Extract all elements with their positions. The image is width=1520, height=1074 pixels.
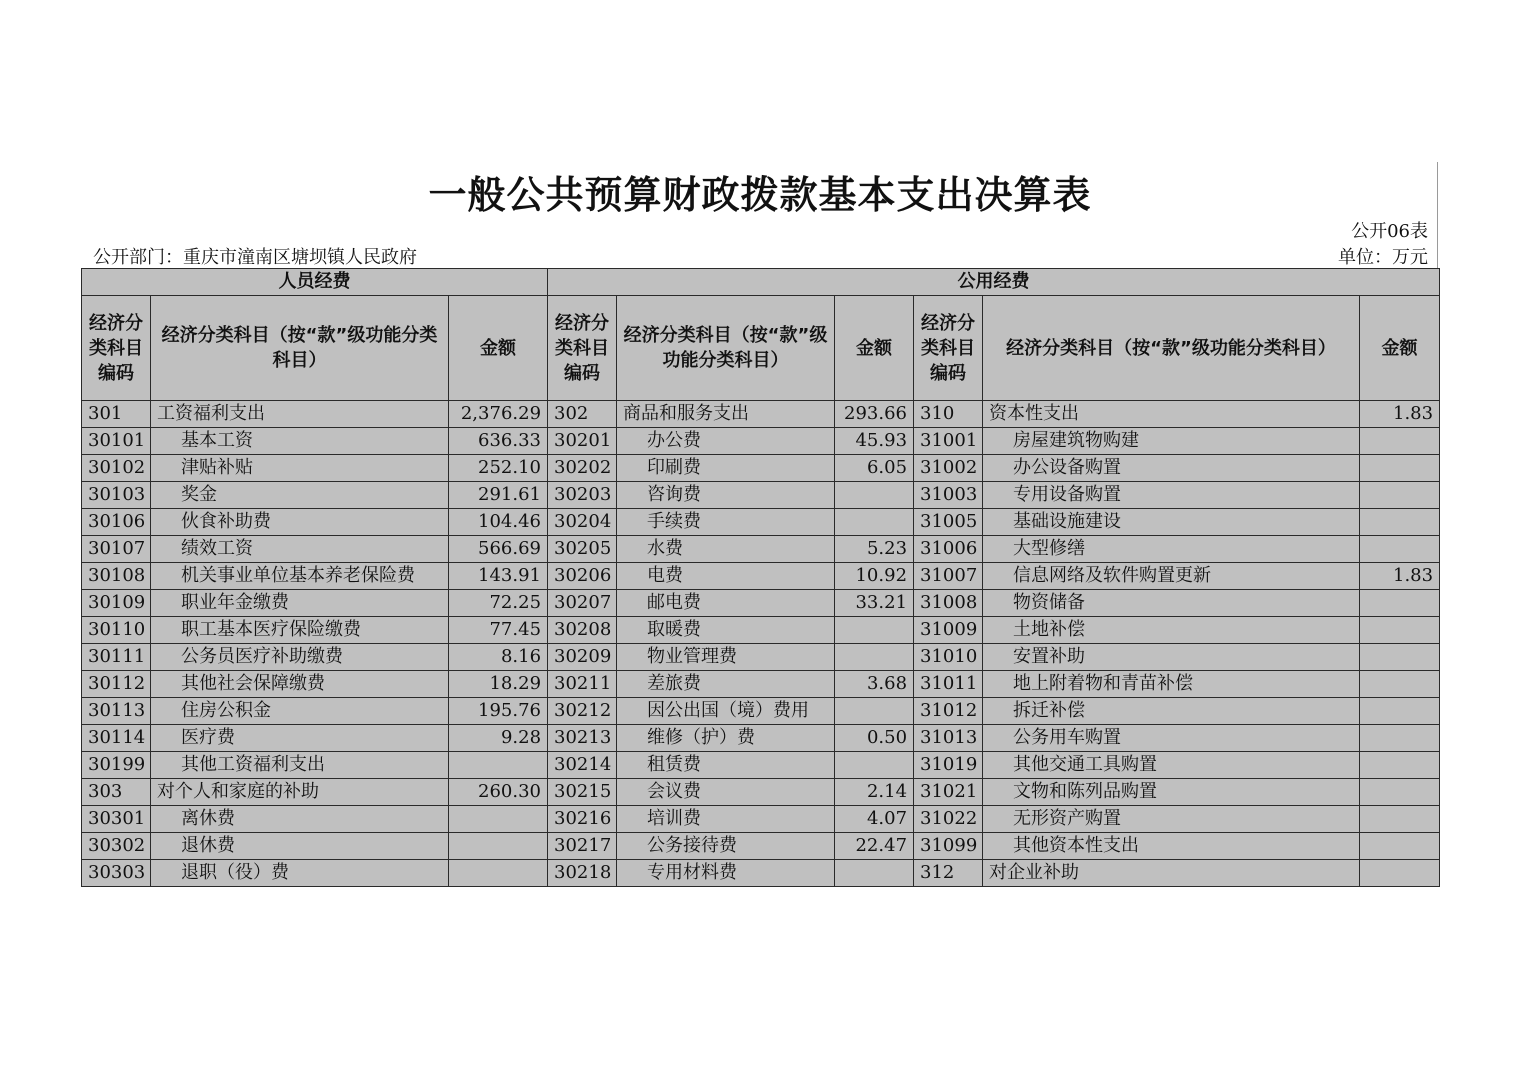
amount-value	[1360, 671, 1440, 698]
header-code: 经济分类科目编码	[548, 296, 617, 401]
table-row	[82, 401, 1440, 428]
account-code: 31012	[914, 698, 983, 725]
amount-value	[449, 806, 548, 833]
account-name: 无形资产购置	[983, 806, 1360, 833]
account-name: 离休费	[151, 806, 449, 833]
table-row	[82, 617, 1440, 644]
account-code: 31019	[914, 752, 983, 779]
account-name: 职工基本医疗保险缴费	[151, 617, 449, 644]
amount-value	[1360, 482, 1440, 509]
header-name: 经济分类科目（按“款”级功能分类科目）	[983, 296, 1360, 401]
amount-value: 4.07	[835, 806, 914, 833]
account-code: 31006	[914, 536, 983, 563]
amount-value: 636.33	[449, 428, 548, 455]
account-code: 301	[82, 401, 151, 428]
account-code: 31007	[914, 563, 983, 590]
header-amount: 金额	[1360, 296, 1440, 401]
table-row	[82, 671, 1440, 698]
amount-value	[1360, 833, 1440, 860]
table-row	[82, 455, 1440, 482]
account-name: 房屋建筑物购建	[983, 428, 1360, 455]
amount-value: 1.83	[1360, 401, 1440, 428]
header-name: 经济分类科目（按“款”级功能分类科目）	[617, 296, 835, 401]
account-code: 31002	[914, 455, 983, 482]
account-name: 其他工资福利支出	[151, 752, 449, 779]
account-name: 基础设施建设	[983, 509, 1360, 536]
amount-value	[835, 644, 914, 671]
account-code: 31011	[914, 671, 983, 698]
account-name: 大型修缮	[983, 536, 1360, 563]
account-name: 物资储备	[983, 590, 1360, 617]
account-name: 退职（役）费	[151, 860, 449, 887]
amount-value: 252.10	[449, 455, 548, 482]
account-code: 31009	[914, 617, 983, 644]
amount-value: 291.61	[449, 482, 548, 509]
account-name: 其他资本性支出	[983, 833, 1360, 860]
account-name: 办公费	[617, 428, 835, 455]
amount-value	[1360, 455, 1440, 482]
account-name: 电费	[617, 563, 835, 590]
account-name: 印刷费	[617, 455, 835, 482]
account-name: 公务用车购置	[983, 725, 1360, 752]
account-code: 30114	[82, 725, 151, 752]
header-code: 经济分类科目编码	[82, 296, 151, 401]
table-row	[82, 725, 1440, 752]
account-name: 手续费	[617, 509, 835, 536]
account-code: 30111	[82, 644, 151, 671]
account-code: 30303	[82, 860, 151, 887]
table-row	[82, 752, 1440, 779]
amount-value: 566.69	[449, 536, 548, 563]
account-code: 30204	[548, 509, 617, 536]
amount-value: 3.68	[835, 671, 914, 698]
account-name: 公务员医疗补助缴费	[151, 644, 449, 671]
group-personnel: 人员经费	[82, 269, 548, 296]
account-code: 31010	[914, 644, 983, 671]
account-name: 伙食补助费	[151, 509, 449, 536]
account-code: 30211	[548, 671, 617, 698]
table-row	[82, 833, 1440, 860]
account-name: 机关事业单位基本养老保险费	[151, 563, 449, 590]
account-name: 差旅费	[617, 671, 835, 698]
header-code: 经济分类科目编码	[914, 296, 983, 401]
account-code: 30213	[548, 725, 617, 752]
amount-value	[1360, 590, 1440, 617]
account-code: 30103	[82, 482, 151, 509]
amount-value	[835, 860, 914, 887]
account-name: 基本工资	[151, 428, 449, 455]
amount-value: 0.50	[835, 725, 914, 752]
amount-value: 77.45	[449, 617, 548, 644]
amount-value: 18.29	[449, 671, 548, 698]
account-name: 公务接待费	[617, 833, 835, 860]
amount-value	[835, 698, 914, 725]
amount-value: 195.76	[449, 698, 548, 725]
account-name: 津贴补贴	[151, 455, 449, 482]
account-code: 30205	[548, 536, 617, 563]
account-code: 30206	[548, 563, 617, 590]
amount-value: 6.05	[835, 455, 914, 482]
table-row	[82, 482, 1440, 509]
amount-value: 33.21	[835, 590, 914, 617]
account-code: 30302	[82, 833, 151, 860]
table-row	[82, 698, 1440, 725]
account-name: 专用材料费	[617, 860, 835, 887]
table-row	[82, 779, 1440, 806]
account-code: 30214	[548, 752, 617, 779]
account-name: 医疗费	[151, 725, 449, 752]
table-row	[82, 428, 1440, 455]
table-row	[82, 509, 1440, 536]
header-name: 经济分类科目（按“款”级功能分类科目）	[151, 296, 449, 401]
form-number: 公开06表	[1351, 221, 1428, 242]
amount-value: 2,376.29	[449, 401, 548, 428]
account-code: 30108	[82, 563, 151, 590]
account-name: 邮电费	[617, 590, 835, 617]
account-name: 办公设备购置	[983, 455, 1360, 482]
amount-value	[1360, 536, 1440, 563]
account-code: 30208	[548, 617, 617, 644]
account-code: 30201	[548, 428, 617, 455]
account-code: 30209	[548, 644, 617, 671]
account-code: 30199	[82, 752, 151, 779]
amount-value: 104.46	[449, 509, 548, 536]
expenditure-table	[81, 268, 1440, 887]
account-name: 咨询费	[617, 482, 835, 509]
account-code: 30203	[548, 482, 617, 509]
account-name: 水费	[617, 536, 835, 563]
account-name: 对企业补助	[983, 860, 1360, 887]
account-name: 培训费	[617, 806, 835, 833]
account-code: 30107	[82, 536, 151, 563]
account-code: 30113	[82, 698, 151, 725]
account-code: 312	[914, 860, 983, 887]
account-code: 30106	[82, 509, 151, 536]
account-name: 土地补偿	[983, 617, 1360, 644]
amount-value: 45.93	[835, 428, 914, 455]
account-code: 31005	[914, 509, 983, 536]
amount-value	[1360, 644, 1440, 671]
table-row	[82, 860, 1440, 887]
amount-value	[1360, 752, 1440, 779]
header-amount: 金额	[449, 296, 548, 401]
account-code: 30212	[548, 698, 617, 725]
table-row	[82, 536, 1440, 563]
account-code: 31021	[914, 779, 983, 806]
amount-value	[1360, 860, 1440, 887]
account-name: 工资福利支出	[151, 401, 449, 428]
amount-value	[1360, 428, 1440, 455]
account-name: 退休费	[151, 833, 449, 860]
account-name: 信息网络及软件购置更新	[983, 563, 1360, 590]
account-name: 住房公积金	[151, 698, 449, 725]
account-name: 因公出国（境）费用	[617, 698, 835, 725]
amount-value: 8.16	[449, 644, 548, 671]
account-name: 拆迁补偿	[983, 698, 1360, 725]
amount-value	[449, 860, 548, 887]
account-name: 其他社会保障缴费	[151, 671, 449, 698]
amount-value	[1360, 617, 1440, 644]
account-name: 会议费	[617, 779, 835, 806]
account-code: 31008	[914, 590, 983, 617]
account-code: 31022	[914, 806, 983, 833]
table-row	[82, 644, 1440, 671]
amount-value	[835, 752, 914, 779]
account-name: 其他交通工具购置	[983, 752, 1360, 779]
amount-value: 1.83	[1360, 563, 1440, 590]
amount-value: 22.47	[835, 833, 914, 860]
account-name: 维修（护）费	[617, 725, 835, 752]
account-code: 30301	[82, 806, 151, 833]
table-row	[82, 590, 1440, 617]
amount-value	[1360, 806, 1440, 833]
page-title: 一般公共预算财政拨款基本支出决算表	[428, 173, 1092, 217]
account-code: 30202	[548, 455, 617, 482]
amount-value: 293.66	[835, 401, 914, 428]
account-name: 对个人和家庭的补助	[151, 779, 449, 806]
account-code: 30109	[82, 590, 151, 617]
department-label: 公开部门：重庆市潼南区塘坝镇人民政府	[93, 247, 417, 268]
account-code: 31099	[914, 833, 983, 860]
account-name: 奖金	[151, 482, 449, 509]
account-code: 302	[548, 401, 617, 428]
account-code: 30216	[548, 806, 617, 833]
account-name: 绩效工资	[151, 536, 449, 563]
account-name: 地上附着物和青苗补偿	[983, 671, 1360, 698]
account-code: 30217	[548, 833, 617, 860]
amount-value: 10.92	[835, 563, 914, 590]
account-code: 303	[82, 779, 151, 806]
amount-value	[1360, 509, 1440, 536]
account-code: 30110	[82, 617, 151, 644]
account-code: 30215	[548, 779, 617, 806]
amount-value	[835, 509, 914, 536]
unit-label: 单位：万元	[1338, 247, 1428, 268]
account-name: 专用设备购置	[983, 482, 1360, 509]
amount-value: 2.14	[835, 779, 914, 806]
account-name: 取暖费	[617, 617, 835, 644]
account-code: 310	[914, 401, 983, 428]
group-public: 公用经费	[548, 269, 1440, 296]
amount-value	[835, 617, 914, 644]
amount-value	[1360, 725, 1440, 752]
amount-value	[1360, 779, 1440, 806]
account-name: 商品和服务支出	[617, 401, 835, 428]
amount-value: 72.25	[449, 590, 548, 617]
amount-value	[835, 482, 914, 509]
account-code: 30102	[82, 455, 151, 482]
account-name: 安置补助	[983, 644, 1360, 671]
amount-value: 143.91	[449, 563, 548, 590]
table-row	[82, 563, 1440, 590]
account-name: 职业年金缴费	[151, 590, 449, 617]
account-code: 31003	[914, 482, 983, 509]
account-name: 租赁费	[617, 752, 835, 779]
header-amount: 金额	[835, 296, 914, 401]
amount-value: 260.30	[449, 779, 548, 806]
account-code: 31001	[914, 428, 983, 455]
account-name: 资本性支出	[983, 401, 1360, 428]
account-code: 30101	[82, 428, 151, 455]
account-name: 物业管理费	[617, 644, 835, 671]
account-code: 30112	[82, 671, 151, 698]
amount-value	[449, 752, 548, 779]
amount-value: 5.23	[835, 536, 914, 563]
account-code: 30218	[548, 860, 617, 887]
account-code: 31013	[914, 725, 983, 752]
account-code: 30207	[548, 590, 617, 617]
amount-value	[1360, 698, 1440, 725]
amount-value: 9.28	[449, 725, 548, 752]
amount-value	[449, 833, 548, 860]
table-row	[82, 806, 1440, 833]
account-name: 文物和陈列品购置	[983, 779, 1360, 806]
